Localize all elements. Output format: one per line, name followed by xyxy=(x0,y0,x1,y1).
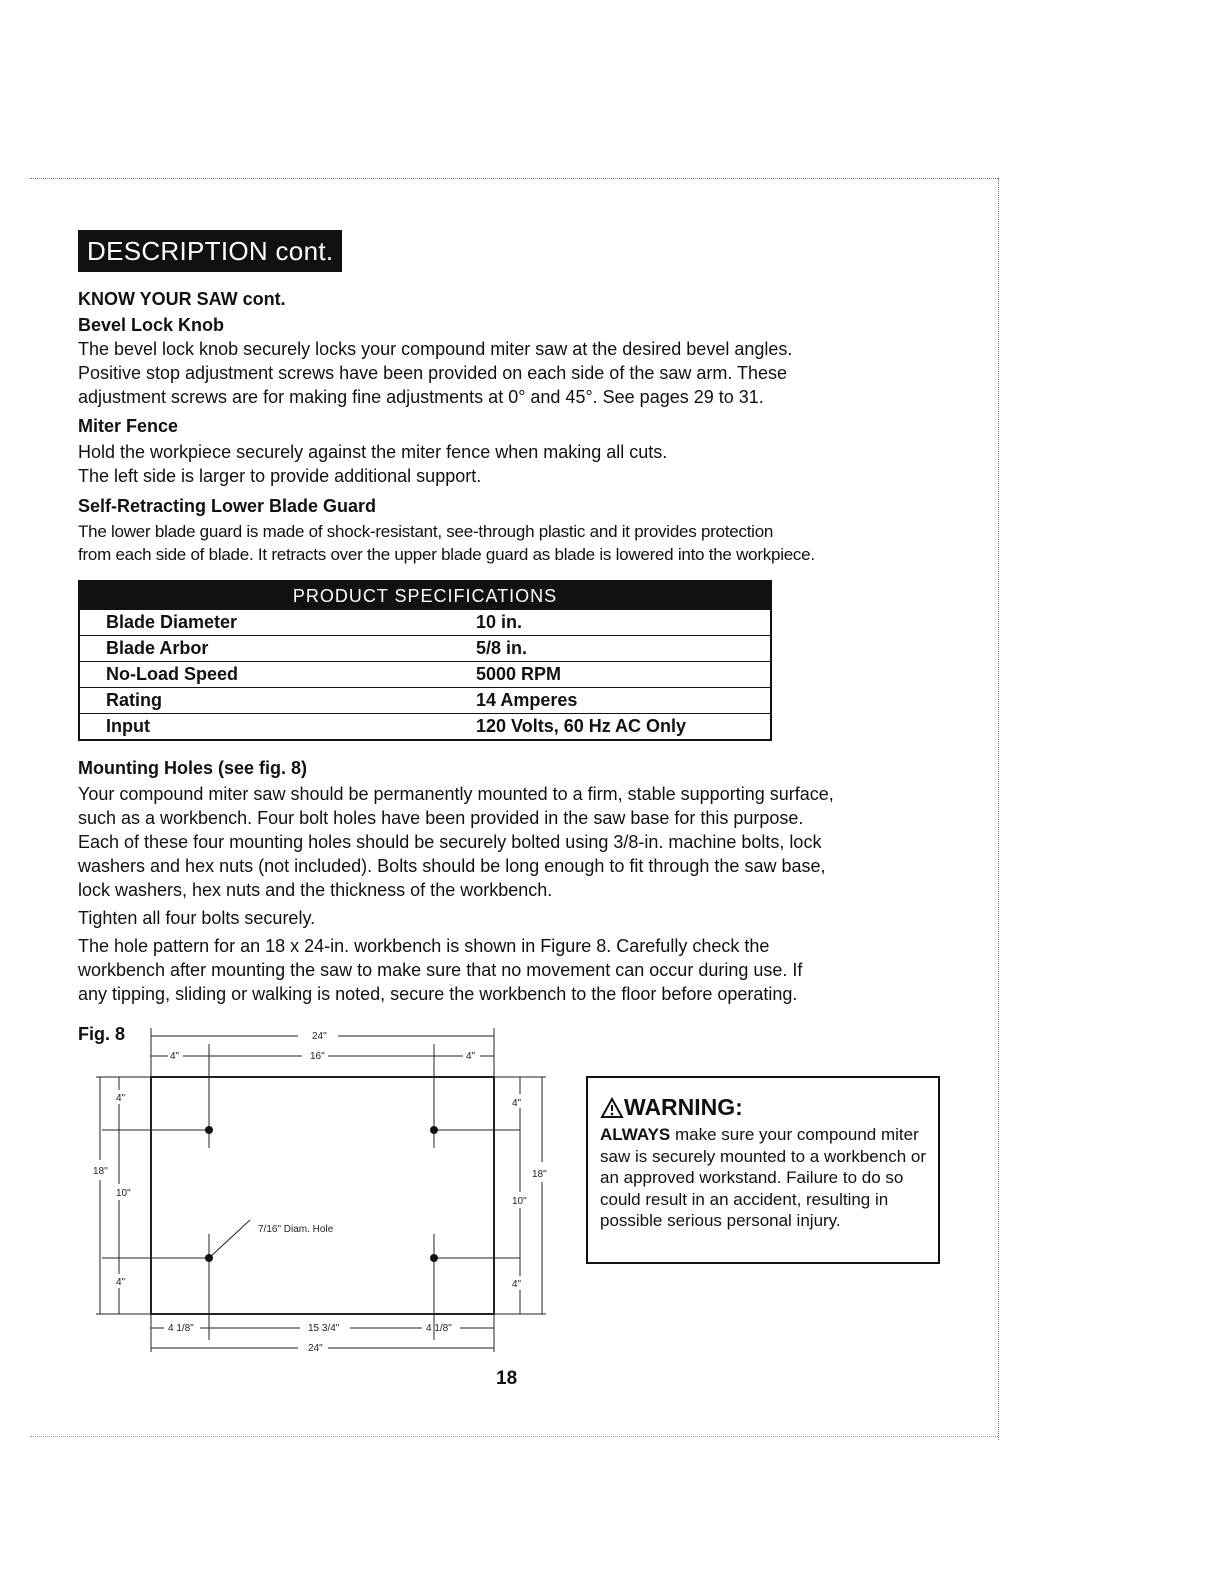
spec-label: Input xyxy=(106,716,150,736)
pattern-line: any tipping, sliding or walking is noted, secure the workbench to the floor before operating. xyxy=(78,984,798,1004)
warning-box xyxy=(586,1076,940,1264)
bevel-lock-heading: Bevel Lock Knob xyxy=(78,315,225,335)
dim-right-top: 4" xyxy=(512,1098,522,1109)
bevel-lock-line: Positive stop adjustment screws have been provided on each side of the saw arm. These xyxy=(78,363,788,383)
dim-top-middle: 16" xyxy=(310,1051,325,1062)
mounting-hole-diagram xyxy=(88,1022,558,1362)
spec-table-body xyxy=(80,610,770,739)
blade-guard-line: The lower blade guard is made of shock-resistant, see-through plastic and it provides protection xyxy=(78,522,774,541)
page-number: 18 xyxy=(496,1368,518,1389)
tighten-line: Tighten all four bolts securely. xyxy=(78,908,316,928)
mounting-hole xyxy=(205,1126,213,1134)
bevel-lock-line: The bevel lock knob securely locks your compound miter saw at the desired bevel angles. xyxy=(78,339,793,359)
warning-triangle-icon xyxy=(600,1097,624,1119)
spec-value: 120 Volts, 60 Hz AC Only xyxy=(476,716,687,736)
right-border xyxy=(998,178,999,1440)
spec-value: 14 Amperes xyxy=(476,690,578,710)
figure-label: Fig. 8 xyxy=(78,1024,126,1044)
mounting-line: washers and hex nuts (not included). Bolts should be long enough to fit through the saw base, xyxy=(78,856,826,876)
dim-left-bottom: 4" xyxy=(116,1277,126,1288)
dim-top-left: 4" xyxy=(170,1051,180,1062)
blade-guard-line: from each side of blade. It retracts over the upper blade guard as blade is lowered into the workpiece. xyxy=(78,545,815,564)
mounting-hole xyxy=(430,1254,438,1262)
warning-message: make sure your compound miter saw is securely mounted to a workbench or an approved workstand. Failure to do so could result in an accident, resulting in possible serious personal injury. xyxy=(600,1125,926,1230)
dim-left-top: 4" xyxy=(116,1093,126,1104)
warning-text xyxy=(600,1124,930,1232)
workbench-outline xyxy=(151,1077,494,1314)
spec-label: Blade Diameter xyxy=(106,612,238,632)
spec-label: No-Load Speed xyxy=(106,664,239,684)
dim-right-overall: 18" xyxy=(532,1169,547,1180)
product-specifications-table xyxy=(78,580,772,741)
mounting-line: such as a workbench. Four bolt holes have been provided in the saw base for this purpose. xyxy=(78,808,804,828)
section-title: DESCRIPTION cont. xyxy=(78,230,342,272)
dim-left-overall: 18" xyxy=(93,1166,108,1177)
mounting-hole xyxy=(430,1126,438,1134)
warning-emphasis: ALWAYS xyxy=(600,1125,671,1144)
mounting-heading: Mounting Holes (see fig. 8) xyxy=(78,758,308,778)
blade-guard-heading: Self-Retracting Lower Blade Guard xyxy=(78,496,377,516)
pattern-line: The hole pattern for an 18 x 24-in. workbench is shown in Figure 8. Carefully check the xyxy=(78,936,770,956)
dim-left-middle: 10" xyxy=(116,1188,131,1199)
spec-row xyxy=(80,635,770,661)
spec-row xyxy=(80,661,770,687)
miter-fence-line: The left side is larger to provide additional support. xyxy=(78,466,482,486)
hole-callout: 7/16" Diam. Hole xyxy=(258,1224,334,1235)
spec-label: Rating xyxy=(106,690,162,710)
top-border xyxy=(30,178,998,179)
spec-value: 5/8 in. xyxy=(476,638,528,658)
dim-bottom-middle: 15 3/4" xyxy=(308,1323,340,1334)
miter-fence-heading: Miter Fence xyxy=(78,416,179,436)
dim-right-middle: 10" xyxy=(512,1196,527,1207)
spec-value: 5000 RPM xyxy=(476,664,562,684)
warning-title: WARNING: xyxy=(624,1094,743,1120)
miter-fence-line: Hold the workpiece securely against the miter fence when making all cuts. xyxy=(78,442,668,462)
mounting-line: Each of these four mounting holes should be securely bolted using 3/8-in. machine bolts, lock xyxy=(78,832,822,852)
bevel-lock-line: adjustment screws are for making fine adjustments at 0° and 45°. See pages 29 to 31. xyxy=(78,387,764,407)
spec-row xyxy=(80,610,770,635)
dim-top-overall: 24" xyxy=(312,1031,327,1042)
bottom-border xyxy=(30,1436,998,1437)
pattern-line: workbench after mounting the saw to make sure that no movement can occur during use. If xyxy=(78,960,803,980)
dim-bottom-overall: 24" xyxy=(308,1343,323,1354)
mounting-line: Your compound miter saw should be permanently mounted to a firm, stable supporting surface, xyxy=(78,784,834,804)
spec-row xyxy=(80,713,770,739)
dim-right-bottom: 4" xyxy=(512,1279,522,1290)
mounting-hole xyxy=(205,1254,213,1262)
dim-bottom-right: 4 1/8" xyxy=(426,1323,452,1334)
dim-top-right: 4" xyxy=(466,1051,476,1062)
spec-row xyxy=(80,687,770,713)
know-your-saw-heading: KNOW YOUR SAW cont. xyxy=(78,289,286,309)
spec-label: Blade Arbor xyxy=(106,638,209,658)
spec-value: 10 in. xyxy=(476,612,523,632)
warning-heading xyxy=(600,1094,743,1121)
dim-bottom-left: 4 1/8" xyxy=(168,1323,194,1334)
mounting-line: lock washers, hex nuts and the thickness of the workbench. xyxy=(78,880,553,900)
spec-table-title: PRODUCT SPECIFICATIONS xyxy=(80,582,770,610)
